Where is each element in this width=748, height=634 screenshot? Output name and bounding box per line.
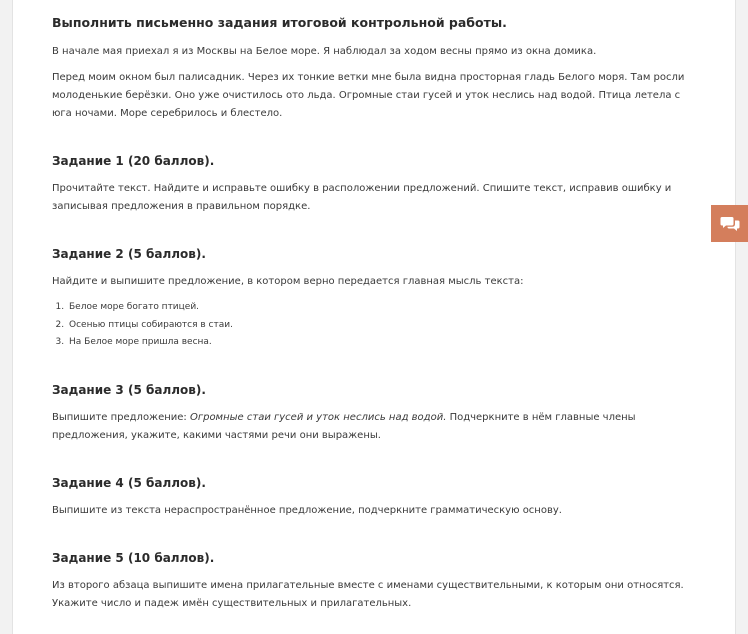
task-4 bbox=[52, 475, 702, 520]
task-3-title: Задание 3 (5 баллов). bbox=[52, 382, 206, 397]
page-title: Выполнить письменно задания итоговой контрольной работы. bbox=[52, 15, 507, 30]
option-item: 2. Осенью птицы собираются в стаи. bbox=[67, 317, 702, 335]
task-3-text-before: Выпишите предложение: bbox=[52, 411, 190, 423]
text-paragraph-1: В начале мая приехал я из Москвы на Белое море. Я наблюдал за ходом весны прямо из окна домика. bbox=[52, 46, 597, 57]
task-5 bbox=[52, 550, 702, 613]
document-page bbox=[12, 0, 736, 634]
task-2 bbox=[52, 246, 702, 352]
task-1-title: Задание 1 (20 баллов). bbox=[52, 154, 215, 168]
chat-bubbles-icon bbox=[720, 216, 740, 232]
task-4-title: Задание 4 (5 баллов). bbox=[52, 475, 206, 490]
option-item: 3. На Белое море пришла весна. bbox=[67, 334, 702, 352]
task-4-text: Выпишите из текста нераспространённое предложение, подчеркните грамматическую основу. bbox=[52, 504, 562, 516]
task-1 bbox=[52, 153, 702, 216]
task-3-quoted-sentence: Огромные стаи гусей и уток неслись над водой. bbox=[189, 411, 447, 423]
document-content bbox=[52, 14, 702, 621]
task-3-text bbox=[52, 409, 702, 445]
task-3 bbox=[52, 382, 702, 445]
task-5-text: Из второго абзаца выпишите имена прилагательные вместе с именами существительными, к которым они относятся. Укажите число и падеж имён существительных и прилагательных. bbox=[52, 579, 684, 609]
text-paragraph-2: Перед моим окном был палисадник. Через их тонкие ветки мне была видна просторная гладь Белого моря. Там росли молоденькие берёзки. Оно уже очистилось ото льда. Огромные стаи гусей и уток неслись над водой. Птица летела с юга ночами. Море серебрилось и блестело. bbox=[52, 72, 685, 119]
task-1-text: Прочитайте текст. Найдите и исправьте ошибку в расположении предложений. Спишите текст, исправив ошибку и записывая предложения в правильном порядке. bbox=[52, 183, 672, 212]
chat-button[interactable] bbox=[711, 205, 748, 242]
task-5-title: Задание 5 (10 баллов). bbox=[52, 550, 215, 565]
option-item: 1. Белое море богато птицей. bbox=[67, 299, 702, 317]
task-2-options bbox=[52, 299, 702, 352]
task-3-text-after: Подчеркните в нём главные члены предложения, укажите, какими частями речи они выражены. bbox=[52, 411, 636, 441]
task-2-text: Найдите и выпишите предложение, в котором верно передается главная мысль текста: bbox=[52, 276, 524, 287]
task-2-title: Задание 2 (5 баллов). bbox=[52, 247, 206, 261]
